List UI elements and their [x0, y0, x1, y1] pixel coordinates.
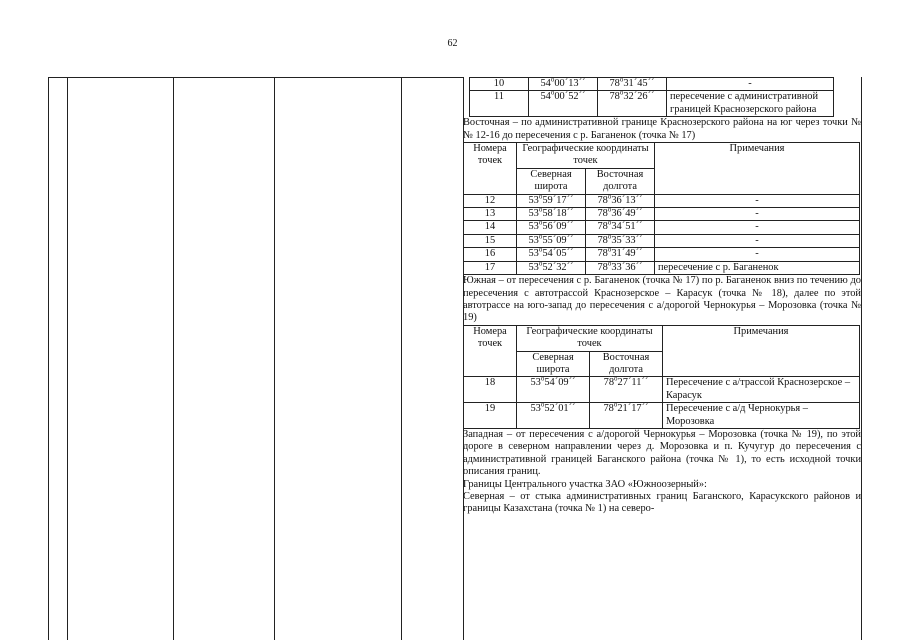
- table-row: [470, 91, 834, 117]
- coordinates-table-south: [463, 325, 860, 429]
- east-longitude: 78$^o$31´49´´: [586, 248, 655, 261]
- column-border: [48, 77, 49, 640]
- point-number: 10: [470, 78, 529, 91]
- east-longitude: 78$^o$34´51´´: [586, 221, 655, 234]
- paragraph-east-boundary: Восточная – по административной границе Краснозерского района на юг через точки №№ 12-16 до пересечения с р. Баганенок (точка № 17): [463, 117, 861, 141]
- column-border: [173, 77, 174, 640]
- table-row: [464, 221, 860, 234]
- header-notes: Примечания: [663, 325, 860, 377]
- column-border: [67, 77, 68, 640]
- north-latitude: 53$^o$52´32´´: [517, 261, 586, 274]
- point-note: пересечение с административной границей Краснозерского района: [667, 91, 834, 117]
- point-number: 14: [464, 221, 517, 234]
- header-notes: Примечания: [655, 143, 860, 195]
- point-note: Пересечение с а/трассой Краснозерское – Карасук: [663, 377, 860, 403]
- east-longitude: 78$^o$36´13´´: [586, 194, 655, 207]
- point-note: -: [655, 221, 860, 234]
- point-number: 16: [464, 248, 517, 261]
- east-longitude: 78$^o$21´17´´: [590, 403, 663, 429]
- paragraph-central-section-heading: Границы Центрального участка ЗАО «Южноозерный»:: [463, 478, 707, 490]
- point-number: 18: [464, 377, 517, 403]
- table-row: [464, 234, 860, 247]
- east-longitude: 78$^o$35´33´´: [586, 234, 655, 247]
- east-longitude: 78$^o$31´45´´: [598, 78, 667, 91]
- point-note: Пересечение с а/д Чернокурья – Морозовка: [663, 403, 860, 429]
- north-latitude: 53$^o$56´09´´: [517, 221, 586, 234]
- north-latitude: 53$^o$59´17´´: [517, 194, 586, 207]
- north-latitude: 54$^o$00´52´´: [529, 91, 598, 117]
- document-frame: [48, 77, 863, 640]
- north-latitude: 53$^o$54´05´´: [517, 248, 586, 261]
- east-longitude: 78$^o$33´36´´: [586, 261, 655, 274]
- point-number: 15: [464, 234, 517, 247]
- point-number: 17: [464, 261, 517, 274]
- table-row: [464, 403, 860, 429]
- north-latitude: 54$^o$00´13´´: [529, 78, 598, 91]
- point-note: -: [655, 194, 860, 207]
- table-row: [464, 194, 860, 207]
- east-longitude: 78$^o$27´11´´: [590, 377, 663, 403]
- point-note: пересечение с р. Баганенок: [655, 261, 860, 274]
- point-note: -: [655, 234, 860, 247]
- header-geo-coordinates: Географические координаты точек: [517, 143, 655, 169]
- north-latitude: 53$^o$55´09´´: [517, 234, 586, 247]
- boundary-description: [463, 77, 861, 516]
- table-row: [464, 377, 860, 403]
- paragraph-north-boundary: Северная – от стыка административных границ Баганского, Карасукского районов и границы Казахстана (точка № 1) на северо-: [463, 491, 861, 515]
- point-note: -: [655, 248, 860, 261]
- header-point-numbers: Номера точек: [464, 143, 517, 195]
- page-number: 62: [447, 38, 458, 49]
- table-row: [464, 248, 860, 261]
- column-border: [401, 77, 402, 640]
- header-east-longitude: Восточная долгота: [586, 168, 655, 194]
- east-longitude: 78$^o$36´49´´: [586, 208, 655, 221]
- table-row: [464, 261, 860, 274]
- table-row: [464, 208, 860, 221]
- column-border: [861, 77, 862, 640]
- point-note: -: [667, 78, 834, 91]
- point-number: 19: [464, 403, 517, 429]
- header-geo-coordinates: Географические координаты точек: [517, 325, 663, 351]
- point-note: -: [655, 208, 860, 221]
- north-latitude: 53$^o$58´18´´: [517, 208, 586, 221]
- paragraph-south-boundary: Южная – от пересечения с р. Баганенок (точка № 17) по р. Баганенок вниз по течению до пересечения с автотрассой Краснозерское – Карасук (точка № 18), далее по этой автотрассе на юго-запад до пересечения с а/дорогой Чернокурья – Морозовка (точка № 19): [463, 275, 861, 324]
- north-latitude: 53$^o$52´01´´: [517, 403, 590, 429]
- header-point-numbers: Номера точек: [464, 325, 517, 377]
- header-north-latitude: Северная широта: [517, 351, 590, 377]
- east-longitude: 78$^o$32´26´´: [598, 91, 667, 117]
- coordinates-table-continued: [469, 77, 834, 117]
- north-latitude: 53$^o$54´09´´: [517, 377, 590, 403]
- point-number: 11: [470, 91, 529, 117]
- paragraph-west-boundary: Западная – от пересечения с а/дорогой Чернокурья – Морозовка (точка № 19), по этой дороге в северном направлении через д. Морозовка и п. Кучугур до пересечения с административной границей Баганского района (точка № 1), то есть исходной точки описания границ.: [463, 428, 861, 478]
- point-number: 12: [464, 194, 517, 207]
- header-east-longitude: Восточная долгота: [590, 351, 663, 377]
- header-north-latitude: Северная широта: [517, 168, 586, 194]
- point-number: 13: [464, 208, 517, 221]
- column-border: [274, 77, 275, 640]
- table-row: [470, 78, 834, 91]
- coordinates-table-east: [463, 142, 860, 275]
